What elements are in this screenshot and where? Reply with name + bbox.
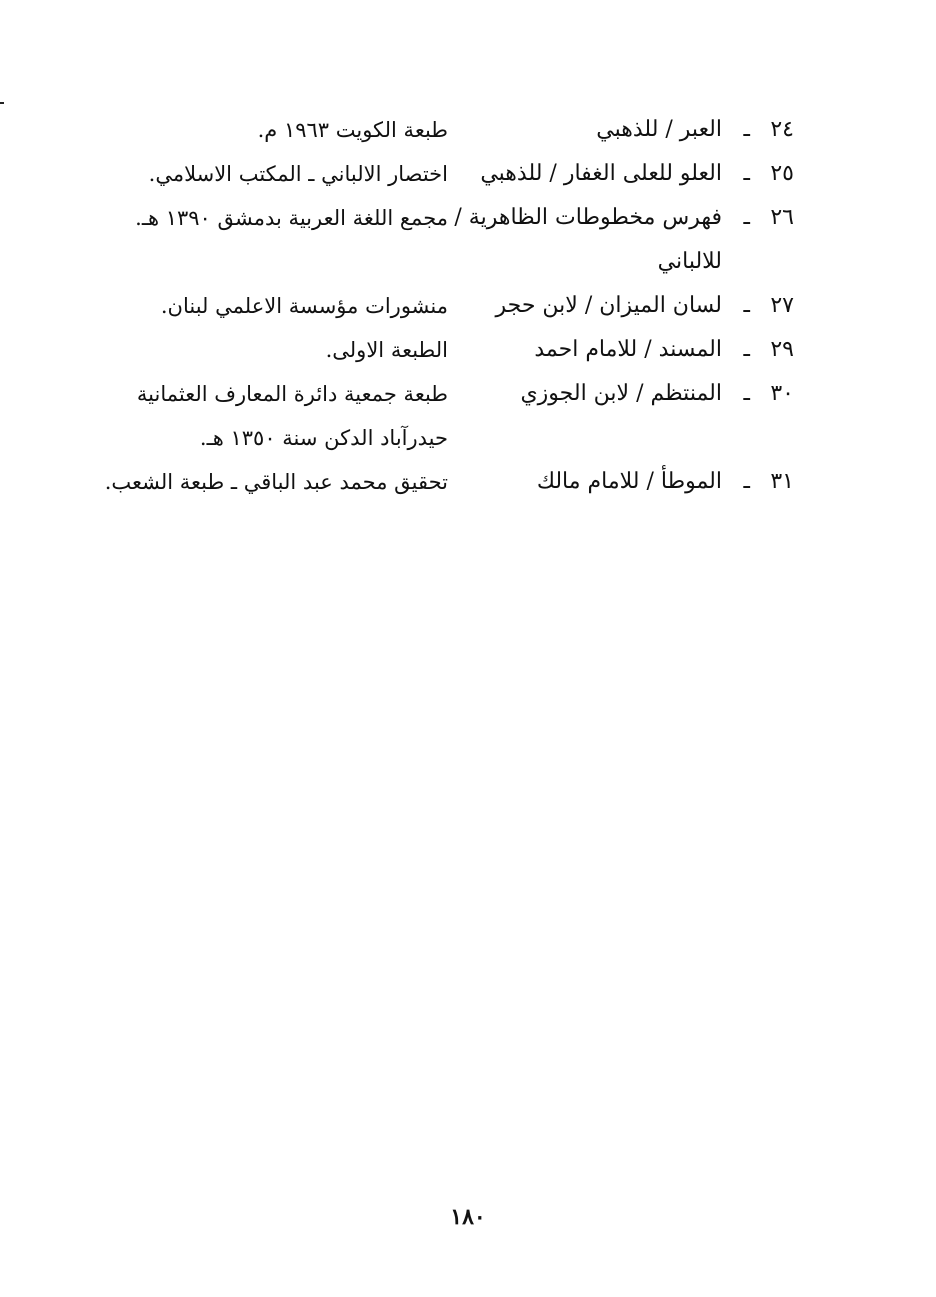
reference-entry bbox=[124, 372, 794, 416]
entry-number: ٢٤ bbox=[770, 117, 794, 142]
entry-number: ٢٦ bbox=[770, 205, 794, 230]
reference-entry bbox=[124, 108, 794, 152]
reference-entry bbox=[104, 460, 794, 504]
entry-publication: اختصار الالباني ـ المكتب الاسلامي. bbox=[148, 162, 448, 186]
entry-work: العبر / للذهبي bbox=[596, 117, 722, 142]
scan-edge-mark bbox=[0, 102, 4, 104]
entry-number: ٣١ bbox=[770, 469, 794, 494]
entry-publication: الطبعة الاولى. bbox=[325, 338, 448, 362]
reference-entry bbox=[124, 196, 794, 240]
entry-work: الموطأ / للامام مالك bbox=[536, 469, 722, 494]
entry-work: للالباني bbox=[657, 249, 722, 274]
entry-dash: ـ bbox=[743, 381, 750, 406]
entry-number: ٣٠ bbox=[770, 381, 794, 406]
entry-work: المسند / للامام احمد bbox=[534, 337, 722, 362]
page-number: ١٨٠ bbox=[450, 1204, 486, 1230]
entry-work: فهرس مخطوطات الظاهرية / bbox=[454, 205, 722, 230]
entry-number: ٢٧ bbox=[770, 293, 794, 318]
reference-entry bbox=[124, 284, 794, 328]
reference-entry-continuation bbox=[124, 240, 794, 284]
entry-dash: ـ bbox=[743, 293, 750, 318]
entry-publication: طبعة الكويت ١٩٦٣ م. bbox=[257, 118, 448, 142]
entry-dash: ـ bbox=[743, 337, 750, 362]
entry-number: ٢٥ bbox=[770, 161, 794, 186]
entry-dash: ـ bbox=[743, 161, 750, 186]
entry-dash: ـ bbox=[743, 117, 750, 142]
entry-number: ٢٩ bbox=[770, 337, 794, 362]
entry-work: العلو للعلى الغفار / للذهبي bbox=[480, 161, 722, 186]
reference-entry bbox=[124, 152, 794, 196]
entry-publication: مجمع اللغة العربية بدمشق ١٣٩٠ هـ. bbox=[135, 206, 448, 230]
entry-publication: حيدرآباد الدكن سنة ١٣٥٠ هـ. bbox=[199, 426, 448, 450]
entry-work: لسان الميزان / لابن حجر bbox=[495, 293, 722, 318]
reference-entry bbox=[124, 328, 794, 372]
entry-dash: ـ bbox=[743, 469, 750, 494]
reference-entry-continuation bbox=[124, 416, 794, 460]
entry-publication: طبعة جمعية دائرة المعارف العثمانية bbox=[136, 382, 448, 406]
entry-work: المنتظم / لابن الجوزي bbox=[520, 381, 722, 406]
entry-publication: تحقيق محمد عبد الباقي ـ طبعة الشعب. bbox=[104, 470, 448, 494]
entry-publication: منشورات مؤسسة الاعلمي لبنان. bbox=[160, 294, 448, 318]
entry-dash: ـ bbox=[743, 205, 750, 230]
